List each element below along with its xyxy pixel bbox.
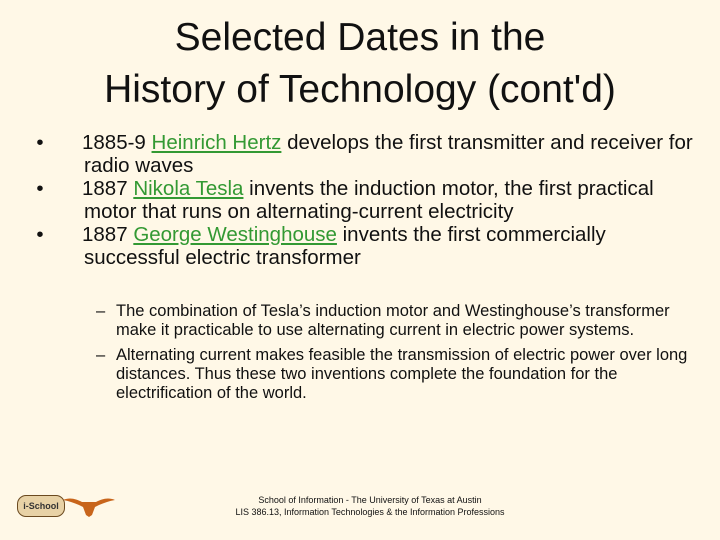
- bullet-item-westinghouse: [26, 223, 696, 269]
- bullet-glyph: •: [36, 177, 44, 200]
- sub-bullet-glyph: –: [96, 302, 106, 320]
- sub-bullet-list: [96, 302, 696, 409]
- bullet-suffix: invents the induction motor, the first practical motor that runs on alternating-current electricity: [84, 177, 654, 223]
- sub-bullet-item: [96, 346, 696, 403]
- link-heinrich-hertz[interactable]: Heinrich Hertz: [151, 131, 282, 154]
- sub-bullet-text: The combination of Tesla’s induction motor and Westinghouse’s transformer make it practicable to use alternating current in electric power systems.: [116, 302, 670, 339]
- title-line-1: Selected Dates in the: [174, 16, 546, 59]
- bullet-glyph: •: [36, 223, 44, 246]
- ischool-logo: i-School: [17, 495, 65, 517]
- footer: [0, 494, 720, 524]
- bullet-item-tesla: [26, 177, 696, 223]
- bullet-suffix: develops the first transmitter and receiver for radio waves: [84, 131, 693, 177]
- slide-title: [20, 12, 700, 116]
- title-line-2: History of Technology (cont'd): [104, 68, 616, 111]
- footer-line-2: LIS 386.13, Information Technologies & the Information Professions: [235, 507, 505, 517]
- bullet-glyph: •: [36, 131, 44, 154]
- bullet-prefix: 1887: [82, 177, 134, 200]
- bullet-prefix: 1887: [82, 223, 134, 246]
- bullet-item-hertz: [26, 131, 696, 177]
- footer-line-1: School of Information - The University of Texas at Austin: [258, 495, 482, 505]
- bullet-suffix: invents the first commercially successful electric transformer: [84, 223, 606, 269]
- link-george-westinghouse[interactable]: George Westinghouse: [133, 223, 337, 246]
- sub-bullet-text: Alternating current makes feasible the transmission of electric power over long distances. Thus these two inventions complete the foundation for the electrification of the world.: [116, 346, 688, 402]
- sub-bullet-glyph: –: [96, 346, 106, 364]
- longhorn-logo-icon: [62, 494, 116, 518]
- footer-text: [170, 494, 570, 518]
- sub-bullet-item: [96, 302, 696, 340]
- link-nikola-tesla[interactable]: Nikola Tesla: [133, 177, 244, 200]
- bullet-list: [26, 131, 696, 269]
- bullet-prefix: 1885-9: [82, 131, 152, 154]
